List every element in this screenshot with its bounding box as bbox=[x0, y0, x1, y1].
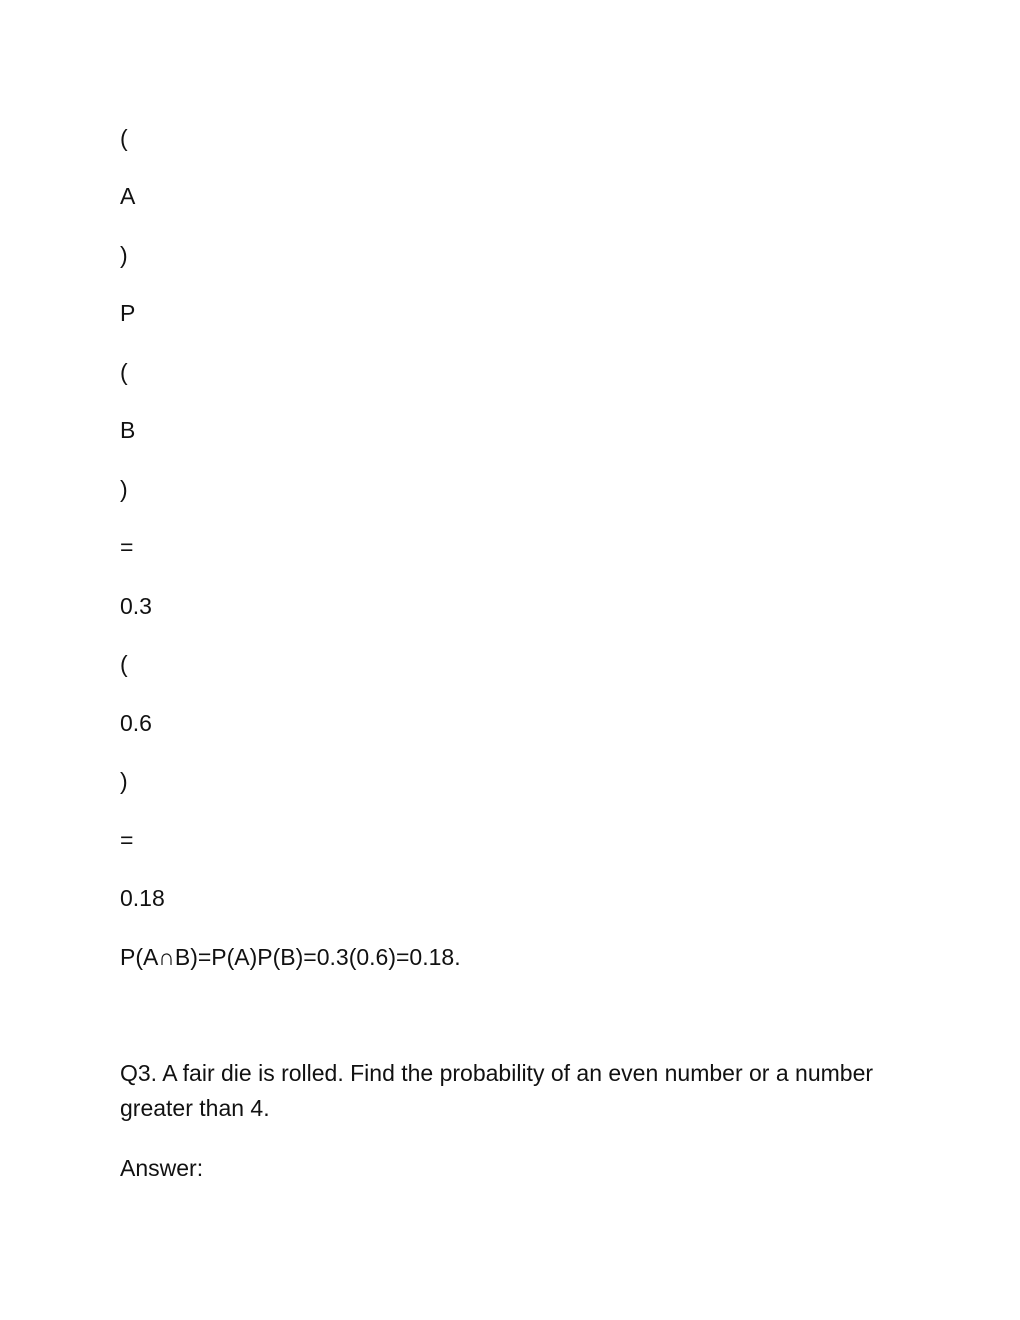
math-fragment: ) bbox=[120, 768, 128, 794]
math-fragment: ( bbox=[120, 125, 128, 151]
math-fragment: A bbox=[120, 183, 136, 209]
math-fragment: 0.18 bbox=[120, 885, 165, 911]
math-fragment: ( bbox=[120, 651, 128, 677]
math-fragment: 0.6 bbox=[120, 710, 152, 736]
answer-label: Answer: bbox=[120, 1155, 204, 1181]
equation-line: P(A∩B)=P(A)P(B)=0.3(0.6)=0.18. bbox=[120, 944, 461, 970]
math-fragment: B bbox=[120, 417, 136, 443]
math-fragment: P bbox=[120, 300, 136, 326]
math-fragment: ) bbox=[120, 242, 128, 268]
math-fragment: = bbox=[120, 827, 134, 853]
math-fragment: = bbox=[120, 534, 134, 560]
math-fragment: ( bbox=[120, 359, 128, 385]
math-fragment: ) bbox=[120, 476, 128, 502]
question-text: Q3. A fair die is rolled. Find the probability of an even number or a number greater than 4. bbox=[120, 1060, 874, 1121]
math-fragment: 0.3 bbox=[120, 593, 152, 619]
